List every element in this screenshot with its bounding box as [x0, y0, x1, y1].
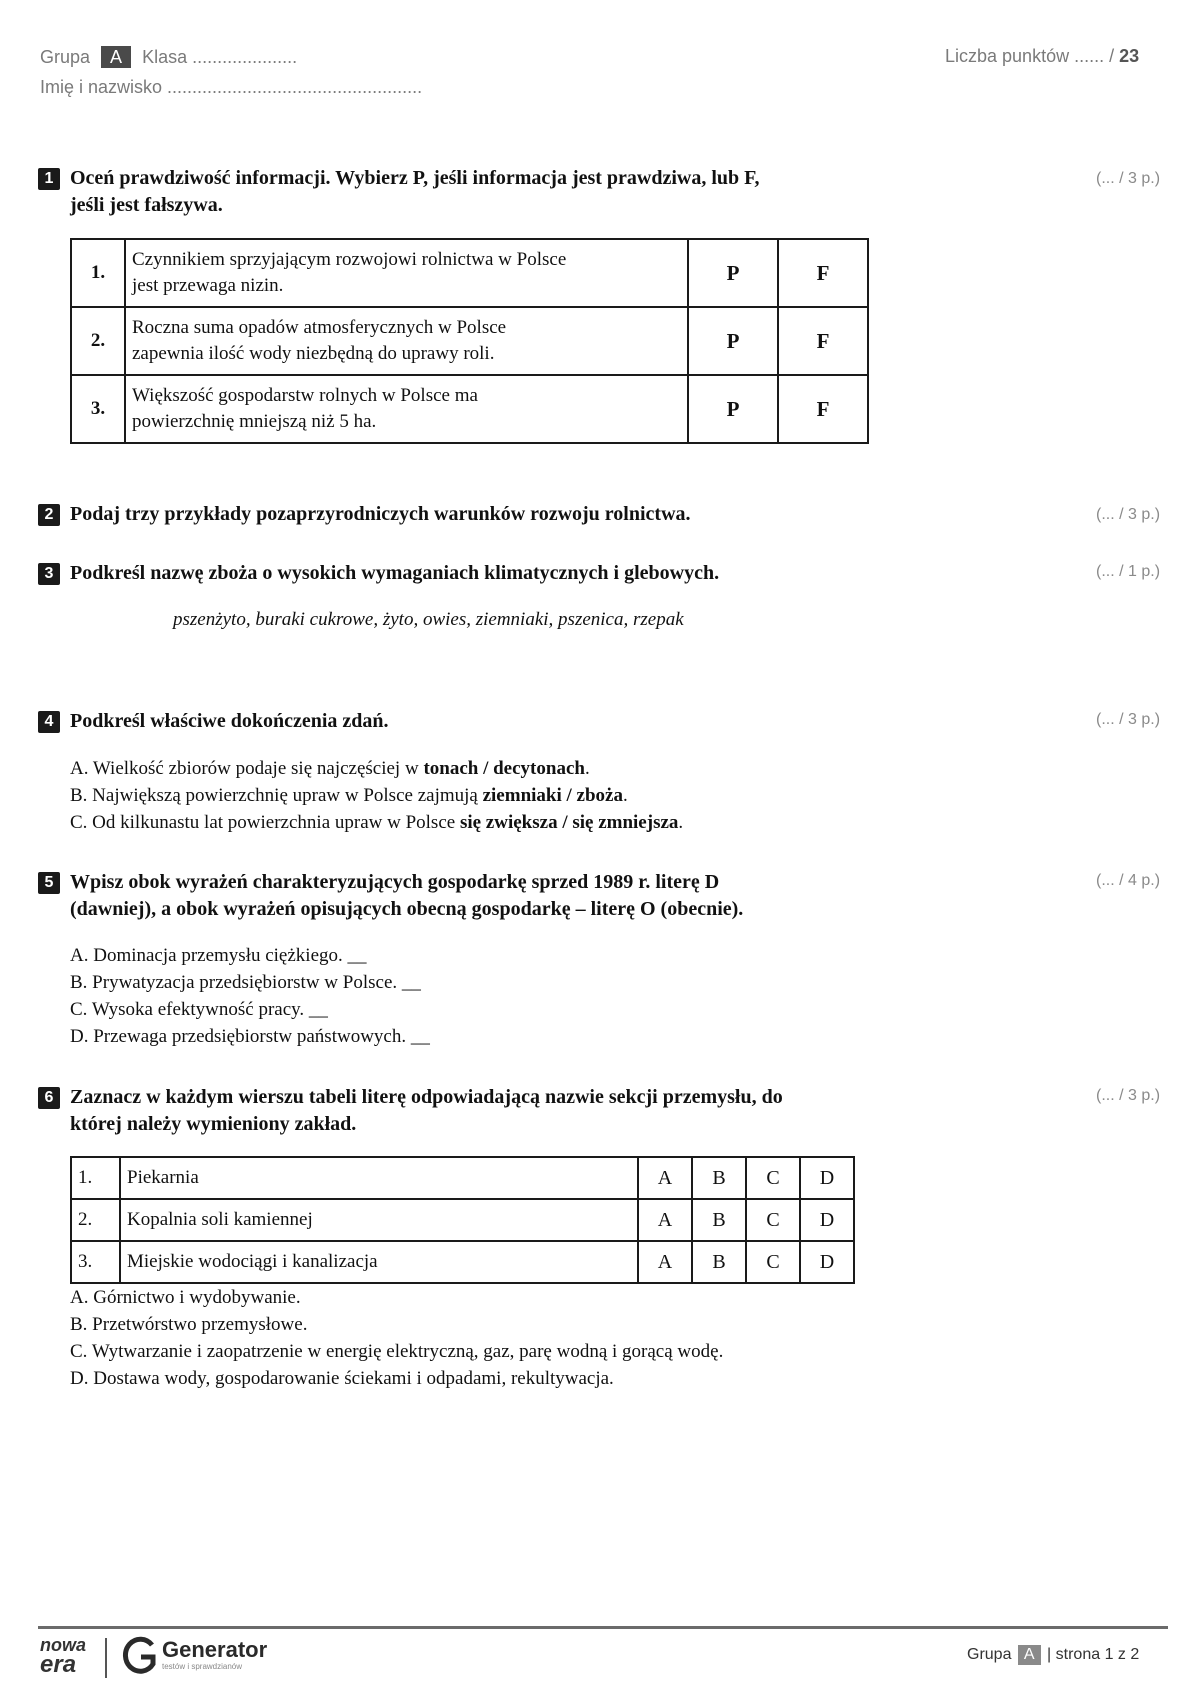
row-number: 3.	[71, 1241, 120, 1283]
task5-item-a[interactable]: A. Dominacja przemysłu ciężkiego. __	[70, 945, 367, 966]
task6-legend-c: C. Wytwarzanie i zaopatrzenie w energię elektryczną, gaz, parę wodną i gorącą wodę.	[70, 1341, 724, 1362]
answer-choice[interactable]: się zwiększa / się zmniejsza	[459, 812, 679, 833]
generator-logo	[162, 1638, 267, 1672]
statement	[125, 307, 688, 375]
facility-name: Piekarnia	[120, 1157, 638, 1199]
option-b[interactable]: B	[692, 1157, 746, 1199]
row-number: 1.	[71, 239, 125, 307]
row-number: 3.	[71, 375, 125, 443]
row-number: 2.	[71, 1199, 120, 1241]
task3-options[interactable]: pszenżyto, buraki cukrowe, żyto, owies, ziemniaki, pszenica, rzepak	[173, 609, 684, 630]
option-d[interactable]: D	[800, 1199, 854, 1241]
task5-line1: Wpisz obok wyrażeń charakteryzujących gospodarkę sprzed 1989 r. literę D	[70, 871, 720, 893]
statement-line: powierzchnię mniejszą niż 5 ha.	[132, 411, 377, 432]
task6-legend-a: A. Górnictwo i wydobywanie.	[70, 1287, 301, 1308]
generator-wordmark: Generator	[162, 1637, 268, 1662]
task1-instruction	[70, 165, 870, 219]
sentence-text: A. Wielkość zbiorów podaje się najczęściej w	[70, 758, 424, 779]
group-line	[40, 46, 297, 68]
option-false[interactable]: F	[778, 307, 868, 375]
table-row	[71, 375, 868, 443]
task1-table	[70, 238, 869, 444]
points-total: 23	[1119, 46, 1140, 66]
option-c[interactable]: C	[746, 1157, 800, 1199]
row-number: 1.	[71, 1157, 120, 1199]
option-true[interactable]: P	[688, 375, 778, 443]
sentence-text: C. Od kilkunastu lat powierzchnia upraw w Polsce	[70, 812, 460, 833]
answer-choice[interactable]: ziemniaki / zboża	[482, 785, 623, 806]
task6-legend-d: D. Dostawa wody, gospodarowanie ściekami i odpadami, rekultywacja.	[70, 1368, 614, 1389]
option-d[interactable]: D	[800, 1241, 854, 1283]
task-number-6: 6	[38, 1087, 60, 1109]
statement	[125, 239, 688, 307]
task6-line2: której należy wymieniony zakład.	[70, 1113, 357, 1135]
group-badge: A	[101, 46, 131, 68]
task6-legend-b: B. Przetwórstwo przemysłowe.	[70, 1314, 308, 1335]
generator-g-icon	[122, 1636, 158, 1678]
logo-separator	[105, 1638, 107, 1678]
task6-points: (... / 3 p.)	[1096, 1087, 1161, 1104]
task1-line2: jeśli jest fałszywa.	[70, 194, 223, 216]
task4-instruction: Podkreśl właściwe dokończenia zdań.	[70, 710, 389, 732]
option-c[interactable]: C	[746, 1241, 800, 1283]
task1-points: (... / 3 p.)	[1096, 170, 1161, 187]
task4-sentence-a	[70, 755, 590, 782]
task3-points: (... / 1 p.)	[1096, 563, 1161, 580]
task2-instruction: Podaj trzy przykłady pozaprzyrodniczych warunków rozwoju rolnictwa.	[70, 503, 691, 525]
logo-nowa: nowa	[40, 1635, 87, 1655]
task-number-2: 2	[38, 504, 60, 526]
logo-era: era	[40, 1651, 77, 1678]
task6-instruction	[70, 1084, 920, 1138]
sentence-end: .	[584, 758, 590, 779]
facility-name: Kopalnia soli kamiennej	[120, 1199, 638, 1241]
option-true[interactable]: P	[688, 307, 778, 375]
points-summary	[945, 46, 1139, 67]
generator-tagline: testów i sprawdzianów	[162, 1662, 243, 1671]
task4-points: (... / 3 p.)	[1096, 711, 1161, 728]
sentence-text: B. Największą powierzchnię upraw w Polsce zajmują	[70, 785, 483, 806]
statement-line: Większość gospodarstw rolnych w Polsce ma	[132, 385, 478, 406]
task5-instruction	[70, 869, 910, 923]
table-row	[71, 1241, 854, 1283]
group-label: Grupa	[40, 47, 91, 67]
table-row	[71, 1157, 854, 1199]
statement-line: zapewnia ilość wody niezbędną do uprawy roli.	[132, 343, 495, 364]
answer-choice[interactable]: tonach / decytonach	[423, 758, 585, 779]
task6-table	[70, 1156, 855, 1284]
table-row	[71, 239, 868, 307]
table-row	[71, 1199, 854, 1241]
option-false[interactable]: F	[778, 375, 868, 443]
footer-group-badge: A	[1018, 1645, 1041, 1665]
option-true[interactable]: P	[688, 239, 778, 307]
option-b[interactable]: B	[692, 1199, 746, 1241]
option-c[interactable]: C	[746, 1199, 800, 1241]
option-a[interactable]: A	[638, 1241, 692, 1283]
footer-page-number: | strona 1 z 2	[1047, 1646, 1140, 1663]
option-d[interactable]: D	[800, 1157, 854, 1199]
task4-sentence-b	[70, 782, 628, 809]
name-line: Imię i nazwisko ...................................................	[40, 77, 423, 97]
task5-points: (... / 4 p.)	[1096, 872, 1161, 889]
task-number-1: 1	[38, 168, 60, 190]
statement-line: Czynnikiem sprzyjającym rozwojowi rolnictwa w Polsce	[132, 249, 567, 270]
task6-line1: Zaznacz w każdym wierszu tabeli literę odpowiadającą nazwie sekcji przemysłu, do	[70, 1086, 783, 1108]
task5-item-d[interactable]: D. Przewaga przedsiębiorstw państwowych. __	[70, 1026, 430, 1047]
task5-line2: (dawniej), a obok wyrażeń opisujących obecną gospodarkę – literę O (obecnie).	[70, 898, 744, 920]
task-number-5: 5	[38, 872, 60, 894]
statement	[125, 375, 688, 443]
table-row	[71, 307, 868, 375]
task3-instruction: Podkreśl nazwę zboża o wysokich wymaganiach klimatycznych i glebowych.	[70, 562, 720, 584]
task5-item-b[interactable]: B. Prywatyzacja przedsiębiorstw w Polsce. __	[70, 972, 421, 993]
statement-line: Roczna suma opadów atmosferycznych w Polsce	[132, 317, 507, 338]
footer-page-info	[967, 1645, 1139, 1665]
footer-divider	[38, 1626, 1168, 1629]
sentence-end: .	[678, 812, 684, 833]
row-number: 2.	[71, 307, 125, 375]
option-b[interactable]: B	[692, 1241, 746, 1283]
task-number-3: 3	[38, 563, 60, 585]
option-a[interactable]: A	[638, 1199, 692, 1241]
task-number-4: 4	[38, 711, 60, 733]
sentence-end: .	[622, 785, 628, 806]
option-false[interactable]: F	[778, 239, 868, 307]
statement-line: jest przewaga nizin.	[132, 275, 284, 296]
facility-name: Miejskie wodociągi i kanalizacja	[120, 1241, 638, 1283]
option-a[interactable]: A	[638, 1157, 692, 1199]
points-label: Liczba punktów ...... /	[945, 46, 1115, 66]
task5-item-c[interactable]: C. Wysoka efektywność pracy. __	[70, 999, 328, 1020]
class-label: Klasa .....................	[142, 47, 298, 67]
footer-group-label: Grupa	[967, 1646, 1012, 1663]
task1-line1: Oceń prawdziwość informacji. Wybierz P, jeśli informacja jest prawdziwa, lub F,	[70, 167, 760, 189]
nowa-era-logo	[40, 1636, 94, 1680]
task2-points: (... / 3 p.)	[1096, 506, 1161, 523]
task4-sentence-c	[70, 809, 683, 836]
